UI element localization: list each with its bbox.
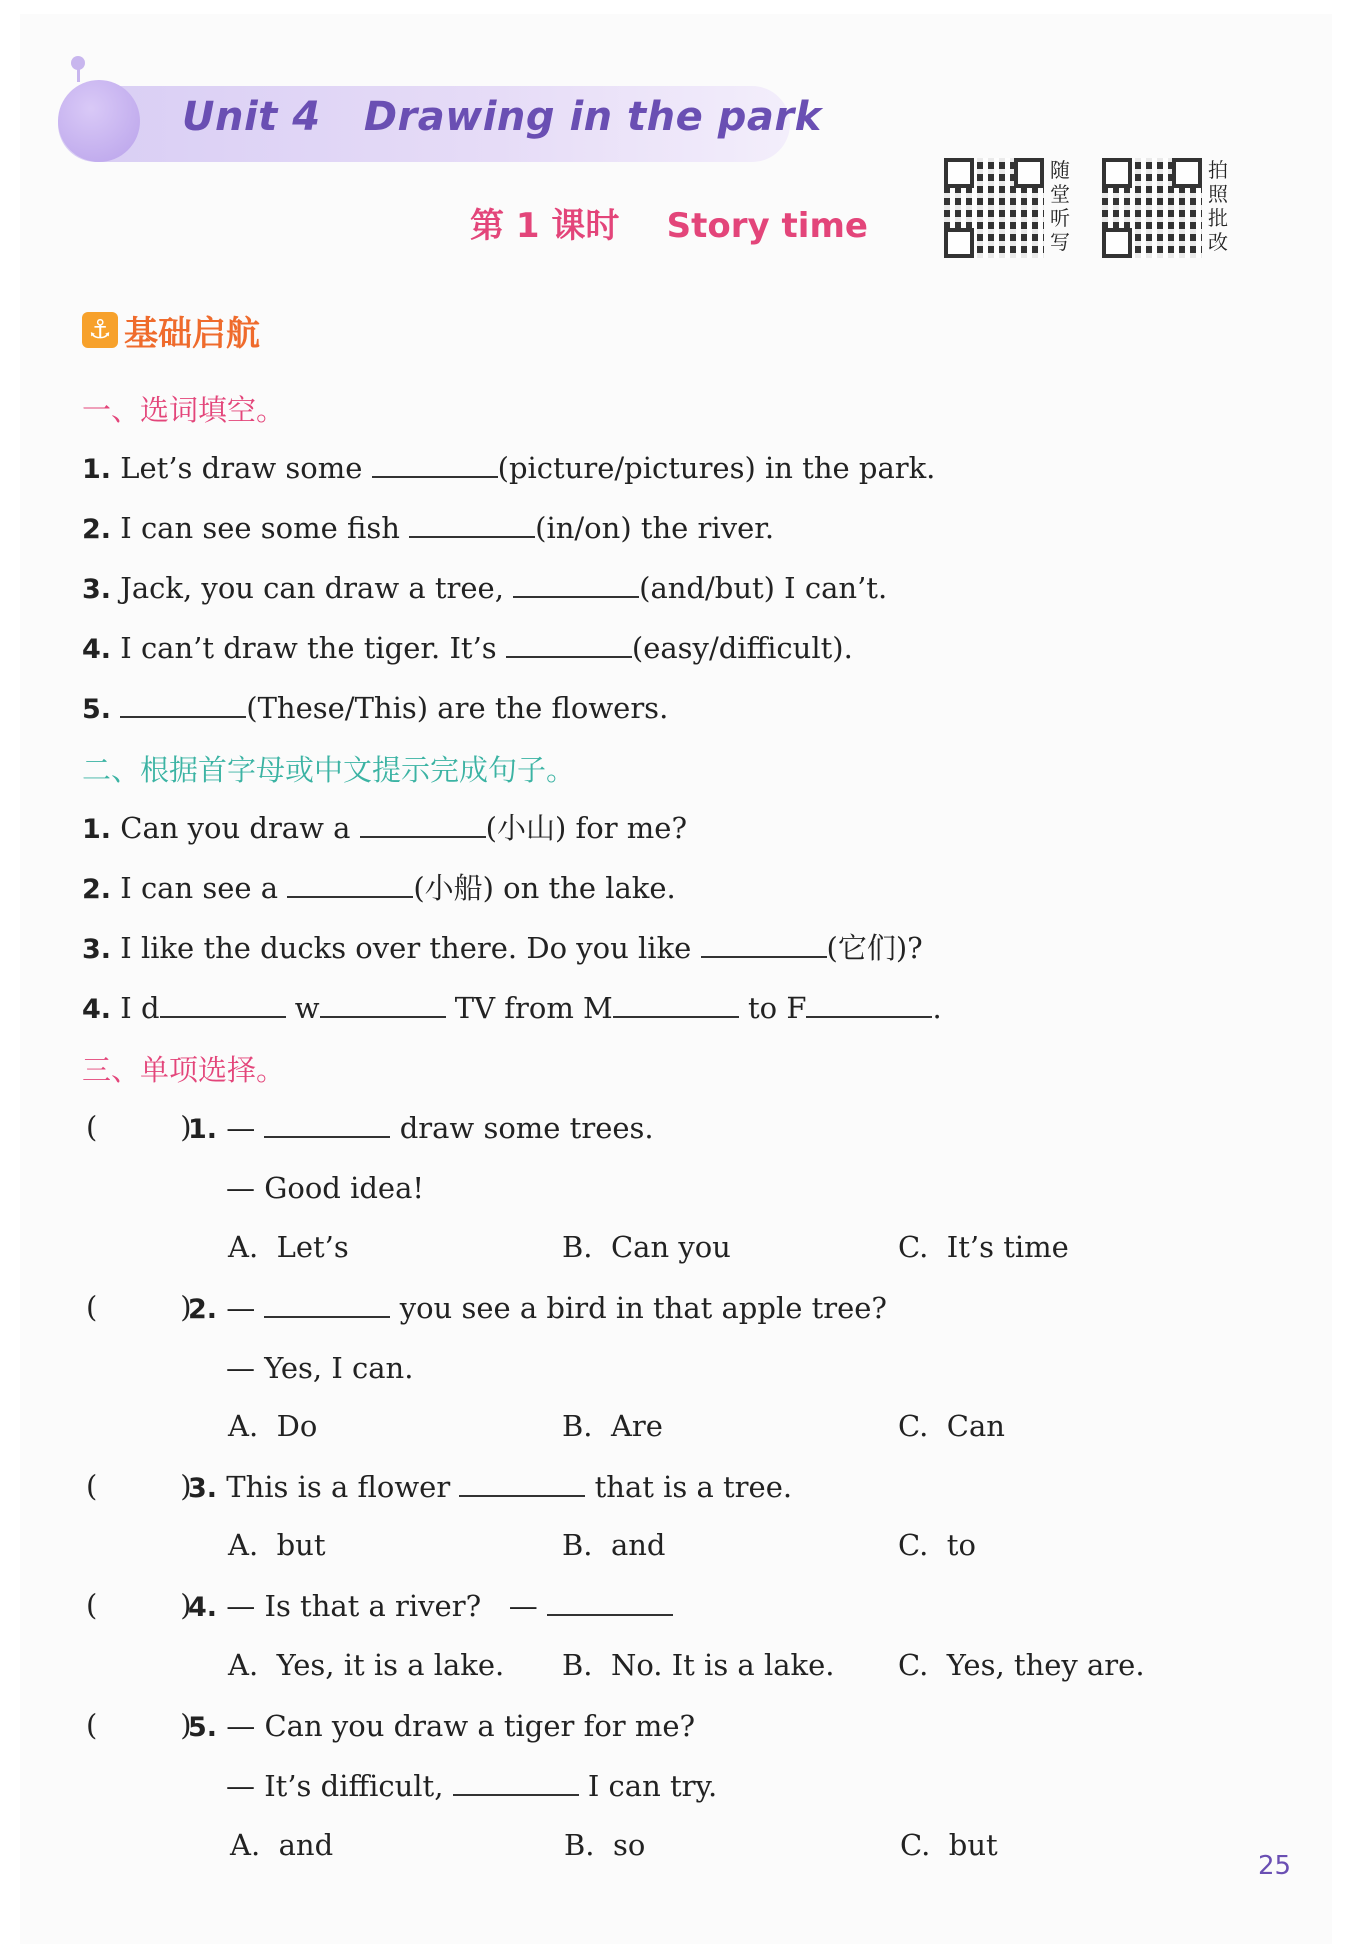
question-reply: — Good idea! [226, 1171, 425, 1205]
answer-blank[interactable] [453, 1772, 579, 1796]
option-b[interactable]: B. Can you [562, 1230, 731, 1264]
anchor-icon: ⚓ [82, 312, 118, 348]
answer-paren[interactable]: ( ) [86, 1708, 192, 1742]
part1-item [82, 690, 668, 728]
part1-title: 一、选词填空。 [82, 393, 286, 427]
part1-item [82, 630, 853, 668]
item-text: Let’s draw some [120, 451, 372, 485]
item-text: (小船) on the lake. [413, 871, 676, 905]
item-text: I can see a [120, 871, 288, 905]
item-text: Jack, you can draw a tree, [120, 571, 514, 605]
question-text: This is a flower [226, 1470, 460, 1504]
question-number: 3. [188, 1473, 218, 1504]
question-line [188, 1588, 673, 1626]
item-text: I can’t draw the tiger. It’s [120, 631, 506, 665]
item-text: I d [120, 991, 160, 1025]
option-b[interactable]: B. and [562, 1528, 666, 1562]
part1-item [82, 570, 887, 608]
part2-item [82, 990, 942, 1028]
part2-item [82, 810, 687, 848]
item-text: (小山) for me? [485, 811, 687, 845]
qr-label-listen [1050, 158, 1072, 254]
item-number: 2. [82, 874, 112, 905]
part2-item [82, 870, 676, 908]
part1-item [82, 510, 774, 548]
option-c[interactable]: C. It’s time [898, 1230, 1069, 1264]
qr-label-char: 照 [1208, 182, 1228, 206]
question-text: — [226, 1111, 265, 1145]
answer-blank[interactable] [613, 994, 739, 1018]
option-a[interactable]: A. but [228, 1528, 326, 1562]
answer-blank[interactable] [806, 994, 932, 1018]
item-text: . [932, 991, 942, 1025]
option-a[interactable]: A. and [230, 1828, 334, 1862]
answer-blank[interactable] [506, 634, 632, 658]
item-number: 3. [82, 934, 112, 965]
answer-blank[interactable] [160, 994, 286, 1018]
qr-label-photo [1208, 158, 1230, 254]
lesson-title: 第 1 课时 Story time [470, 206, 868, 246]
answer-blank[interactable] [459, 1473, 585, 1497]
question-number: 2. [188, 1294, 218, 1325]
answer-blank[interactable] [372, 454, 498, 478]
answer-blank[interactable] [409, 514, 535, 538]
answer-paren[interactable]: ( ) [86, 1469, 192, 1503]
question-reply: — Yes, I can. [226, 1351, 414, 1385]
question-text: — [226, 1291, 265, 1325]
question-number: 4. [188, 1592, 218, 1623]
answer-blank[interactable] [513, 574, 639, 598]
option-c[interactable]: C. but [900, 1828, 998, 1862]
part3-title: 三、单项选择。 [82, 1053, 286, 1087]
qr-label-char: 听 [1050, 206, 1070, 230]
answer-blank[interactable] [701, 934, 827, 958]
qr-label-char: 拍 [1208, 158, 1228, 182]
option-a[interactable]: A. Let’s [228, 1230, 349, 1264]
item-text: (picture/pictures) in the park. [497, 451, 936, 485]
question-line [188, 1708, 695, 1746]
qr-label-char: 写 [1050, 230, 1070, 254]
mascot-ball-icon [58, 80, 140, 162]
question-reply [226, 1768, 717, 1804]
qr-label-char: 随 [1050, 158, 1070, 182]
answer-blank[interactable] [320, 994, 446, 1018]
question-line [188, 1110, 654, 1148]
item-number: 4. [82, 994, 112, 1025]
item-text: I can see some fish [120, 511, 410, 545]
answer-blank[interactable] [360, 814, 486, 838]
option-b[interactable]: B. No. It is a lake. [562, 1648, 835, 1682]
option-a[interactable]: A. Do [228, 1409, 318, 1443]
option-a[interactable]: A. Yes, it is a lake. [228, 1648, 505, 1682]
qr-code-photo[interactable] [1102, 158, 1202, 258]
question-text: that is a tree. [585, 1470, 793, 1504]
item-text: TV from M [445, 991, 613, 1025]
item-number: 1. [82, 814, 112, 845]
option-c[interactable]: C. Can [898, 1409, 1005, 1443]
qr-label-char: 改 [1208, 230, 1228, 254]
answer-blank[interactable] [264, 1114, 390, 1138]
answer-blank[interactable] [120, 694, 246, 718]
item-text: (These/This) are the flowers. [246, 691, 669, 725]
mascot-antenna-tip [71, 56, 85, 70]
question-number: 1. [188, 1114, 218, 1145]
option-c[interactable]: C. to [898, 1528, 976, 1562]
question-number: 5. [188, 1712, 218, 1743]
item-number: 3. [82, 574, 112, 605]
item-text: (in/on) the river. [535, 511, 775, 545]
page-number: 25 [1258, 1851, 1292, 1881]
question-text: — It’s difficult, [226, 1769, 453, 1803]
item-text: w [285, 991, 320, 1025]
question-text: you see a bird in that apple tree? [390, 1291, 887, 1325]
question-text: — Is that a river? — [226, 1589, 548, 1623]
qr-label-char: 批 [1208, 206, 1228, 230]
option-b[interactable]: B. Are [562, 1409, 663, 1443]
item-number: 5. [82, 694, 112, 725]
unit-title: Unit 4 Drawing in the park [182, 94, 822, 140]
section-heading: 基础启航 [124, 314, 260, 354]
part1-item [82, 450, 935, 488]
item-text: (and/but) I can’t. [639, 571, 888, 605]
option-b[interactable]: B. so [564, 1828, 646, 1862]
qr-code-listen[interactable] [944, 158, 1044, 258]
item-text: (easy/difficult). [631, 631, 853, 665]
part2-title: 二、根据首字母或中文提示完成句子。 [82, 753, 576, 787]
answer-paren[interactable]: ( ) [86, 1110, 192, 1144]
item-text: I like the ducks over there. Do you like [120, 931, 701, 965]
item-number: 1. [82, 454, 112, 485]
answer-blank[interactable] [264, 1294, 390, 1318]
item-text: Can you draw a [120, 811, 360, 845]
answer-blank[interactable] [287, 874, 413, 898]
answer-paren[interactable]: ( ) [86, 1588, 192, 1622]
answer-paren[interactable]: ( ) [86, 1290, 192, 1324]
item-text: to F [738, 991, 807, 1025]
question-line [188, 1290, 887, 1328]
question-text: draw some trees. [390, 1111, 654, 1145]
question-text: I can try. [578, 1769, 718, 1803]
answer-blank[interactable] [547, 1592, 673, 1616]
part2-item [82, 930, 923, 968]
option-c[interactable]: C. Yes, they are. [898, 1648, 1145, 1682]
item-number: 4. [82, 634, 112, 665]
item-text: (它们)? [826, 931, 923, 965]
item-number: 2. [82, 514, 112, 545]
question-line [188, 1469, 792, 1507]
qr-label-char: 堂 [1050, 182, 1070, 206]
question-text: — Can you draw a tiger for me? [226, 1709, 696, 1743]
